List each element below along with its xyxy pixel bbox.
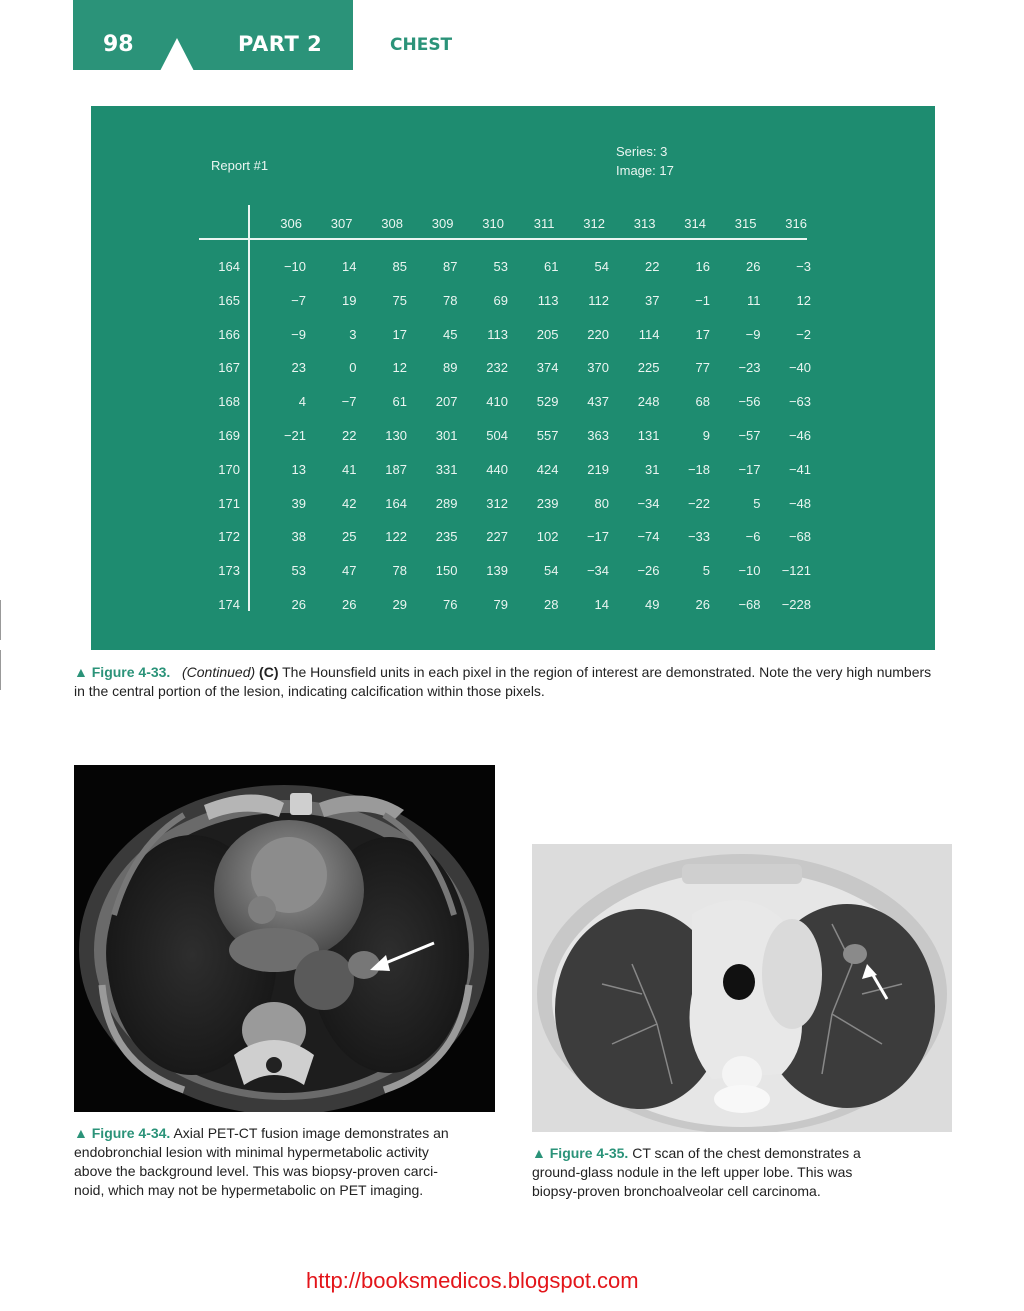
table-cell: 37	[645, 292, 660, 308]
table-cell: 26	[746, 259, 761, 274]
table-cell: 61	[544, 259, 559, 274]
table-cell: 227	[486, 529, 508, 545]
table-cell: −74	[637, 529, 660, 545]
figure-4-33-label: ▲ Figure 4-33.	[74, 664, 171, 680]
table-cell: 80	[594, 495, 609, 511]
table-cell: 78	[443, 292, 458, 308]
table-cell: 12	[796, 292, 811, 308]
table-cell: 437	[587, 394, 609, 410]
image-label: Image: 17	[616, 163, 674, 178]
ct-chest-image	[532, 844, 952, 1132]
footer-url-link[interactable]: http://booksmedicos.blogspot.com	[306, 1268, 639, 1293]
table-cell: 54	[594, 259, 609, 274]
table-cell: 289	[435, 495, 458, 511]
table-cell: 25	[342, 529, 357, 545]
table-cell: −57	[738, 428, 761, 443]
table-cell: 130	[385, 428, 407, 443]
row-header: 169	[218, 428, 240, 443]
table-cell: 23	[291, 360, 306, 376]
row-header: 171	[218, 495, 240, 511]
figure-4-33-panel: (C)	[259, 664, 279, 680]
figure-4-34-label: ▲ Figure 4-34.	[74, 1125, 171, 1141]
table-cell: 504	[486, 428, 508, 443]
table-cell: −18	[687, 461, 710, 477]
table-cell: 301	[435, 428, 458, 443]
figure-4-35-line-2: ground-glass nodule in the left upper lobe. This was	[532, 1164, 853, 1180]
table-cell: 331	[435, 461, 458, 477]
table-cell: 54	[544, 563, 559, 579]
page-number: 98	[103, 32, 134, 57]
table-cell: 102	[536, 529, 559, 545]
table-cell: 53	[291, 563, 306, 579]
series-info	[616, 142, 674, 180]
table-cell: 68	[695, 394, 710, 410]
figure-4-34-line-4: noid, which may not be hypermetabolic on PET imaging.	[74, 1182, 424, 1198]
table-cell: 77	[695, 360, 710, 376]
table-cell: 235	[435, 529, 458, 545]
column-header: 313	[633, 216, 656, 231]
table-cell: −48	[788, 495, 811, 511]
table-horizontal-rule	[199, 238, 807, 240]
figure-4-33-text: The Hounsfield units in each pixel in the region of interest are demonstrated. Note the very high numbers in the central portion of the lesion, indicating calcification within those pixels.	[74, 664, 932, 699]
section-label: CHEST	[390, 35, 453, 55]
table-cell: 16	[695, 259, 710, 274]
column-header: 310	[482, 216, 504, 231]
table-vertical-rule	[248, 205, 250, 611]
table-cell: 557	[536, 428, 559, 443]
table-cell: 13	[291, 461, 306, 477]
page-edge-mark	[0, 600, 1, 640]
table-cell: 17	[392, 326, 407, 342]
column-header: 307	[330, 216, 353, 231]
part-label: PART 2	[238, 32, 323, 56]
table-cell: 424	[536, 461, 559, 477]
table-cell: 42	[342, 495, 357, 511]
table-cell: 113	[537, 292, 559, 308]
table-cell: −68	[738, 597, 761, 612]
table-cell: 49	[645, 597, 660, 612]
column-header: 314	[684, 216, 706, 231]
table-cell: −2	[796, 326, 811, 342]
table-cell: −26	[637, 563, 660, 579]
table-cell: 248	[637, 394, 660, 410]
table-cell: 26	[342, 597, 357, 612]
table-cell: 14	[594, 597, 609, 612]
table-cell: 207	[435, 394, 458, 410]
pet-ct-axial-image	[74, 765, 495, 1112]
table-cell: 28	[544, 597, 559, 612]
table-cell: −63	[788, 394, 811, 410]
table-cell: 22	[342, 428, 357, 443]
row-header: 164	[218, 259, 240, 274]
table-cell: 114	[638, 326, 660, 342]
table-cell: 12	[392, 360, 407, 376]
table-cell: −228	[781, 597, 811, 612]
table-cell: 76	[443, 597, 458, 612]
column-header: 312	[583, 216, 605, 231]
table-cell: −10	[738, 563, 761, 579]
figure-4-34-line-2: endobronchial lesion with minimal hypermetabolic activity	[74, 1144, 429, 1160]
table-cell: 3	[349, 326, 357, 342]
table-cell: 4	[298, 394, 306, 410]
table-cell: 529	[536, 394, 559, 410]
table-cell: 187	[385, 461, 407, 477]
table-cell: 363	[587, 428, 609, 443]
table-cell: −1	[695, 292, 710, 308]
table-cell: 9	[702, 428, 710, 443]
figure-4-33-continued: (Continued)	[182, 664, 256, 680]
table-cell: 225	[637, 360, 660, 376]
table-cell: 440	[486, 461, 508, 477]
table-cell: −17	[738, 461, 761, 477]
table-cell: 312	[486, 495, 508, 511]
column-header: 311	[533, 216, 555, 231]
table-cell: 29	[392, 597, 407, 612]
table-cell: 53	[493, 259, 508, 274]
table-cell: 39	[291, 495, 306, 511]
table-cell: 113	[487, 326, 508, 342]
figure-4-35-caption	[532, 1144, 952, 1201]
figure-4-35-line-1: CT scan of the chest demonstrates a	[632, 1145, 861, 1161]
table-cell: 45	[443, 326, 458, 342]
table-cell: −46	[788, 428, 811, 443]
table-cell: 38	[291, 529, 306, 545]
figure-4-35-line-3: biopsy-proven bronchoalveolar cell carcinoma.	[532, 1183, 821, 1199]
table-cell: −9	[291, 326, 306, 342]
table-cell: 219	[587, 461, 609, 477]
table-cell: 47	[342, 563, 357, 579]
table-cell: −41	[788, 461, 811, 477]
table-cell: 139	[486, 563, 508, 579]
table-cell: 75	[392, 292, 407, 308]
table-cell: 205	[536, 326, 559, 342]
table-cell: −7	[341, 394, 357, 410]
table-cell: −17	[586, 529, 609, 545]
table-cell: 17	[695, 326, 710, 342]
table-cell: 122	[385, 529, 407, 545]
row-header: 165	[218, 292, 240, 308]
table-cell: 112	[588, 292, 609, 308]
figure-4-34-line-1: Axial PET-CT fusion image demonstrates an	[173, 1125, 449, 1141]
series-label: Series: 3	[616, 144, 668, 159]
column-header: 309	[431, 216, 454, 231]
table-cell: −23	[738, 360, 761, 376]
table-cell: −68	[788, 529, 811, 545]
figure-4-34-caption	[74, 1124, 504, 1200]
table-cell: −34	[637, 495, 660, 511]
table-cell: −22	[687, 495, 710, 511]
column-header: 308	[381, 216, 403, 231]
table-cell: 5	[702, 563, 710, 579]
header-notch	[160, 38, 194, 71]
table-cell: 370	[587, 360, 609, 376]
table-cell: 78	[392, 563, 407, 579]
table-cell: 14	[342, 259, 357, 274]
table-cell: 131	[637, 428, 660, 443]
table-cell: 374	[536, 360, 559, 376]
table-cell: 11	[747, 292, 761, 308]
table-cell: −121	[781, 563, 811, 579]
figure-4-33-caption	[74, 663, 944, 701]
column-header: 306	[280, 216, 302, 231]
table-cell: −33	[687, 529, 710, 545]
table-cell: 22	[645, 259, 660, 274]
row-header: 168	[218, 394, 240, 410]
report-title: Report #1	[211, 158, 269, 173]
table-cell: −10	[283, 259, 306, 274]
table-cell: 69	[493, 292, 508, 308]
row-header: 170	[218, 461, 240, 477]
table-cell: 232	[486, 360, 508, 376]
table-cell: −3	[796, 259, 811, 274]
table-cell: −7	[291, 292, 306, 308]
row-header: 172	[218, 529, 240, 545]
row-header: 174	[218, 597, 240, 612]
table-cell: 31	[645, 461, 660, 477]
table-cell: 5	[753, 495, 761, 511]
table-cell: 239	[536, 495, 559, 511]
table-cell: 41	[342, 461, 357, 477]
table-cell: 79	[493, 597, 508, 612]
table-cell: 164	[385, 495, 407, 511]
table-cell: −34	[586, 563, 609, 579]
row-header: 173	[218, 563, 240, 579]
column-header: 316	[785, 216, 807, 231]
table-cell: 410	[486, 394, 508, 410]
figure-4-34-line-3: above the background level. This was biopsy-proven carci-	[74, 1163, 438, 1179]
table-cell: 85	[392, 259, 407, 274]
column-header: 315	[734, 216, 757, 231]
table-cell: 19	[342, 292, 357, 308]
table-cell: −9	[745, 326, 761, 342]
table-cell: −56	[738, 394, 761, 410]
page-edge-mark	[0, 650, 1, 690]
figure-4-35-label: ▲ Figure 4-35.	[532, 1145, 629, 1161]
table-cell: 150	[435, 563, 458, 579]
table-cell: 61	[392, 394, 407, 410]
table-cell: −40	[788, 360, 811, 376]
table-cell: 26	[291, 597, 306, 612]
table-cell: 220	[587, 326, 609, 342]
row-header: 166	[218, 326, 240, 342]
table-cell: −6	[745, 529, 761, 545]
table-cell: −21	[283, 428, 306, 443]
table-cell: 0	[349, 360, 357, 376]
table-cell: 87	[443, 259, 458, 274]
row-header: 167	[218, 360, 240, 376]
table-cell: 89	[443, 360, 458, 376]
table-cell: 26	[695, 597, 710, 612]
